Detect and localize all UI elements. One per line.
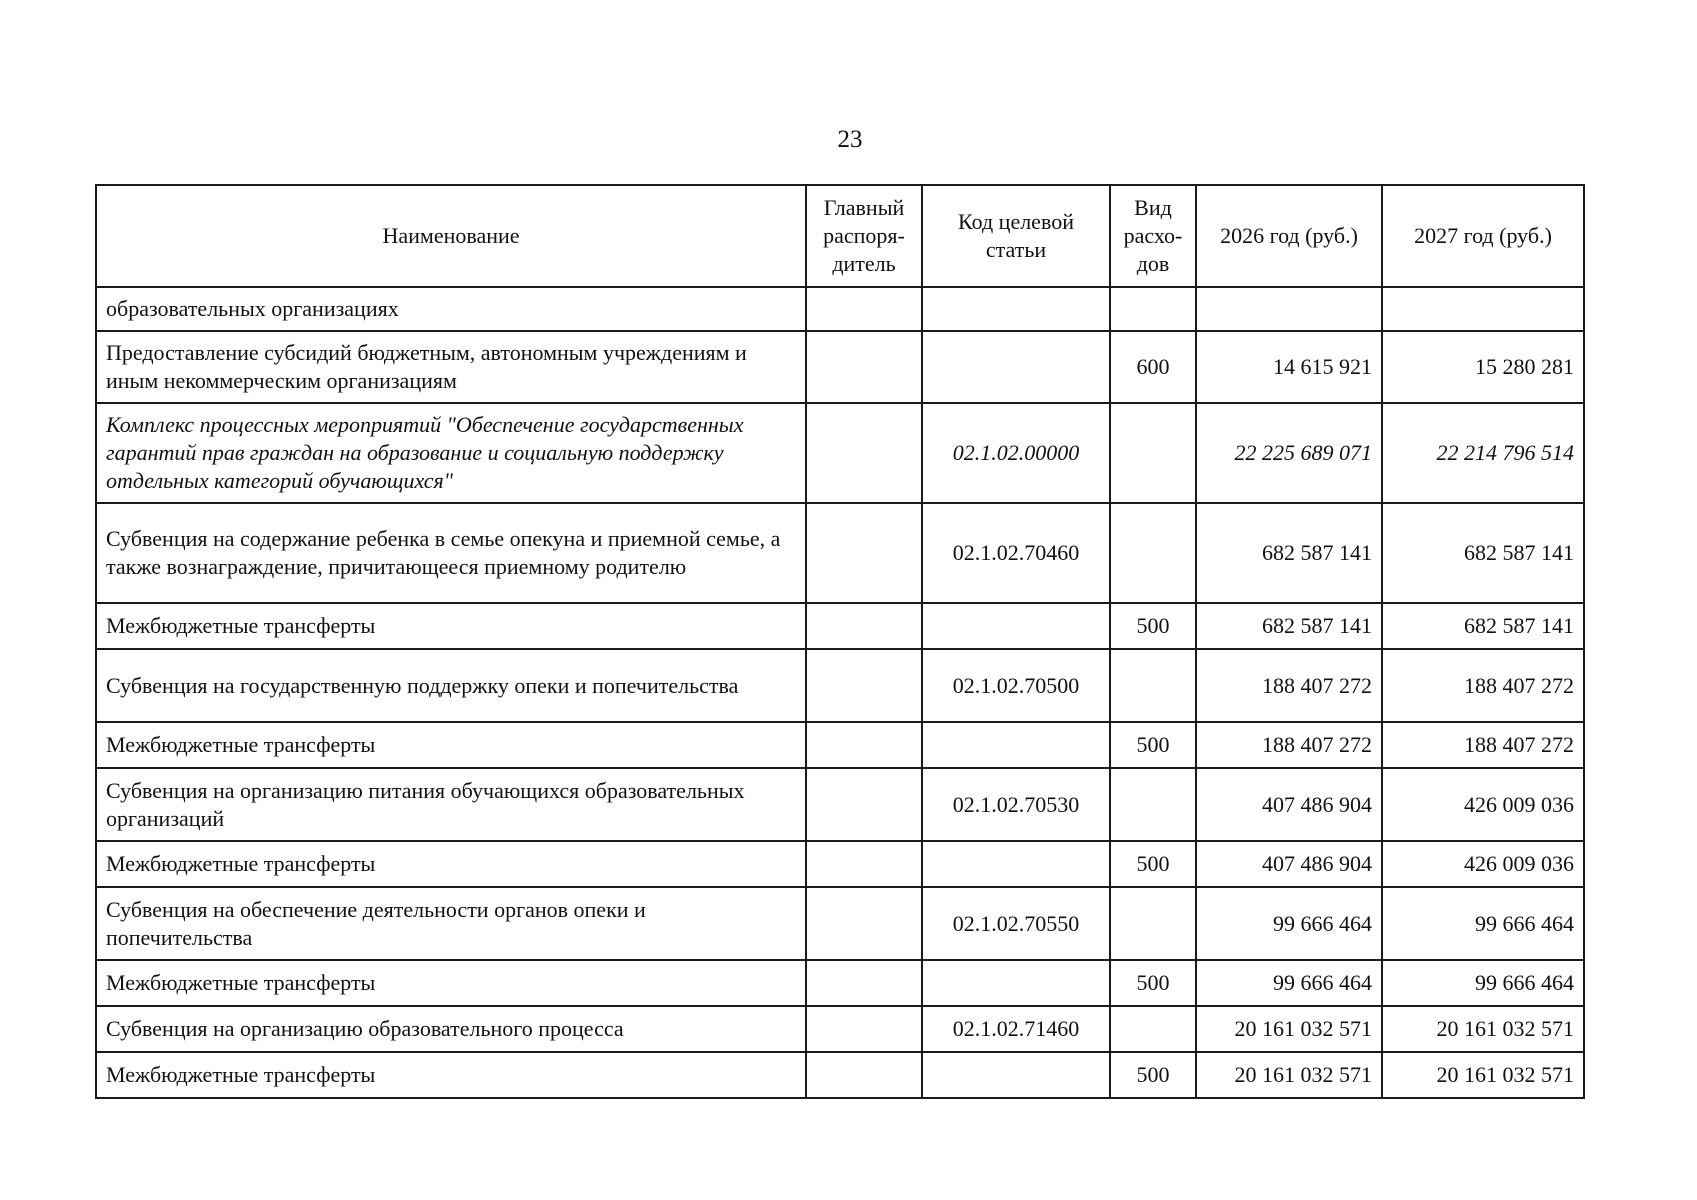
row-name: Межбюджетные трансферты: [96, 960, 806, 1006]
row-2026: 99 666 464: [1196, 960, 1382, 1006]
table-header-row: [96, 185, 1584, 287]
row-code: 02.1.02.71460: [922, 1006, 1110, 1052]
row-2027: 22 214 796 514: [1382, 403, 1584, 503]
row-manager: [806, 768, 922, 841]
row-name: Субвенция на организацию питания обучающихся образовательных организаций: [96, 768, 806, 841]
row-name: Субвенция на обеспечение деятельности органов опеки и попечительства: [96, 887, 806, 960]
row-name: Субвенция на содержание ребенка в семье опекуна и приемной семье, а также вознаграждение, причитающееся приемному родителю: [96, 503, 806, 603]
budget-table: [95, 184, 1585, 1099]
row-manager: [806, 841, 922, 887]
header-year-2027: 2027 год (руб.): [1382, 185, 1584, 287]
row-2027: 188 407 272: [1382, 722, 1584, 768]
row-code: 02.1.02.70500: [922, 649, 1110, 722]
row-type: 500: [1110, 841, 1196, 887]
row-name: образовательных организациях: [96, 287, 806, 331]
table-row: [96, 768, 1584, 841]
row-2026: 407 486 904: [1196, 768, 1382, 841]
page-number: 23: [837, 126, 863, 153]
row-2026: [1196, 287, 1382, 331]
row-2027: 99 666 464: [1382, 887, 1584, 960]
table-row: [96, 649, 1584, 722]
row-2027: 682 587 141: [1382, 603, 1584, 649]
row-2027: 20 161 032 571: [1382, 1052, 1584, 1098]
row-code: [922, 722, 1110, 768]
header-main-manager: Главный распоря-дитель: [806, 185, 922, 287]
row-2027: 20 161 032 571: [1382, 1006, 1584, 1052]
row-name: Комплекс процессных мероприятий "Обеспечение государственных гарантий прав граждан на образование и социальную поддержку отдельных категорий обучающихся": [96, 403, 806, 503]
row-2026: 682 587 141: [1196, 603, 1382, 649]
row-type: [1110, 1006, 1196, 1052]
row-code: 02.1.02.00000: [922, 403, 1110, 503]
row-type: [1110, 887, 1196, 960]
row-type: [1110, 287, 1196, 331]
row-code: 02.1.02.70550: [922, 887, 1110, 960]
row-code: [922, 841, 1110, 887]
header-name: Наименование: [96, 185, 806, 287]
row-type: 600: [1110, 331, 1196, 403]
row-2026: 407 486 904: [1196, 841, 1382, 887]
table-row: [96, 1052, 1584, 1098]
row-name: Межбюджетные трансферты: [96, 603, 806, 649]
table-row-program: [96, 403, 1584, 503]
row-manager: [806, 960, 922, 1006]
row-manager: [806, 287, 922, 331]
row-type: [1110, 403, 1196, 503]
row-type: [1110, 503, 1196, 603]
row-code: [922, 603, 1110, 649]
table-row: [96, 603, 1584, 649]
row-2026: 14 615 921: [1196, 331, 1382, 403]
row-name: Межбюджетные трансферты: [96, 841, 806, 887]
row-name: Субвенция на государственную поддержку опеки и попечительства: [96, 649, 806, 722]
row-code: 02.1.02.70530: [922, 768, 1110, 841]
header-target-code: Код целевой статьи: [922, 185, 1110, 287]
row-2026: 188 407 272: [1196, 649, 1382, 722]
row-manager: [806, 722, 922, 768]
row-2026: 99 666 464: [1196, 887, 1382, 960]
header-expense-type: Вид расхо-дов: [1110, 185, 1196, 287]
row-manager: [806, 403, 922, 503]
row-manager: [806, 649, 922, 722]
table-row: [96, 503, 1584, 603]
table-row: [96, 287, 1584, 331]
table-row: [96, 841, 1584, 887]
row-type: 500: [1110, 722, 1196, 768]
row-type: [1110, 649, 1196, 722]
table-row: [96, 887, 1584, 960]
row-type: 500: [1110, 1052, 1196, 1098]
row-manager: [806, 603, 922, 649]
row-name: Предоставление субсидий бюджетным, автономным учреждениям и иным некоммерческим организациям: [96, 331, 806, 403]
table-row: [96, 331, 1584, 403]
row-code: [922, 331, 1110, 403]
table-row: [96, 722, 1584, 768]
row-2027: 188 407 272: [1382, 649, 1584, 722]
row-2026: 188 407 272: [1196, 722, 1382, 768]
row-2026: 20 161 032 571: [1196, 1006, 1382, 1052]
row-2027: 15 280 281: [1382, 331, 1584, 403]
row-2026: 22 225 689 071: [1196, 403, 1382, 503]
row-manager: [806, 1006, 922, 1052]
row-manager: [806, 331, 922, 403]
header-year-2026: 2026 год (руб.): [1196, 185, 1382, 287]
row-name: Межбюджетные трансферты: [96, 1052, 806, 1098]
row-type: 500: [1110, 960, 1196, 1006]
row-code: 02.1.02.70460: [922, 503, 1110, 603]
row-name: Субвенция на организацию образовательного процесса: [96, 1006, 806, 1052]
row-2027: 426 009 036: [1382, 841, 1584, 887]
row-2026: 20 161 032 571: [1196, 1052, 1382, 1098]
row-manager: [806, 503, 922, 603]
row-2027: 99 666 464: [1382, 960, 1584, 1006]
row-2027: 682 587 141: [1382, 503, 1584, 603]
row-manager: [806, 887, 922, 960]
row-2026: 682 587 141: [1196, 503, 1382, 603]
row-2027: [1382, 287, 1584, 331]
row-code: [922, 960, 1110, 1006]
row-name: Межбюджетные трансферты: [96, 722, 806, 768]
row-manager: [806, 1052, 922, 1098]
row-type: 500: [1110, 603, 1196, 649]
table-row: [96, 1006, 1584, 1052]
table-row: [96, 960, 1584, 1006]
row-code: [922, 1052, 1110, 1098]
row-type: [1110, 768, 1196, 841]
row-2027: 426 009 036: [1382, 768, 1584, 841]
row-code: [922, 287, 1110, 331]
